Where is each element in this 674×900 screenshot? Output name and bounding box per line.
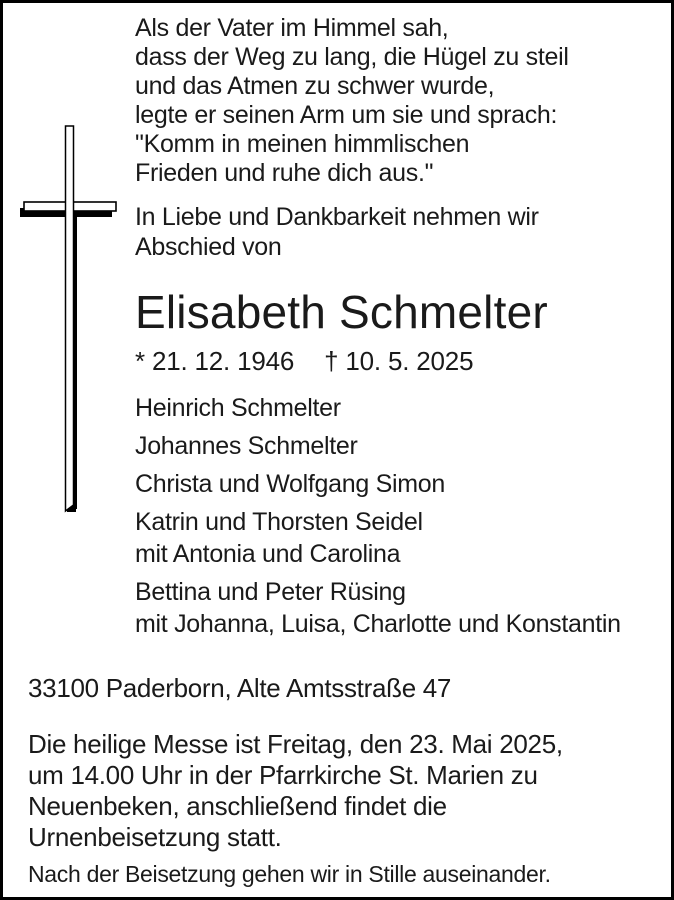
mourner-name: Katrin und Thorsten Seidel	[135, 508, 423, 536]
cross-vertical-beam	[66, 126, 74, 511]
service-line: Die heilige Messe ist Freitag, den 23. Mai 2025,	[28, 729, 563, 759]
mourner-name: Johannes Schmelter	[135, 432, 358, 460]
service-line: um 14.00 Uhr in der Pfarrkirche St. Marien zu	[28, 760, 538, 790]
farewell-intro	[135, 202, 621, 262]
mourners-list	[135, 392, 621, 640]
mourner-group	[135, 430, 621, 462]
poem-line: dass der Weg zu lang, die Hügel zu steil	[135, 43, 569, 71]
mourner-children: mit Johanna, Luisa, Charlotte und Konstantin	[135, 610, 621, 638]
poem-line: "Komm in meinen himmlischen	[135, 130, 470, 158]
poem-line: Frieden und ruhe dich aus."	[135, 159, 434, 187]
main-column	[135, 3, 621, 646]
poem	[135, 14, 621, 188]
service-info	[28, 729, 563, 853]
mourner-name: Bettina und Peter Rüsing	[135, 578, 406, 606]
life-dates	[135, 346, 621, 376]
service-line: Urnenbeisetzung statt.	[28, 822, 282, 852]
deceased-name: Elisabeth Schmelter	[135, 286, 548, 338]
service-line: Neuenbeken, anschließend findet die	[28, 791, 447, 821]
farewell-intro-line: Abschied von	[135, 233, 282, 261]
latin-cross-icon	[11, 121, 123, 521]
mourner-children: mit Antonia und Carolina	[135, 540, 401, 568]
mourner-name: Heinrich Schmelter	[135, 394, 341, 422]
mourner-group	[135, 392, 621, 424]
birth-date: * 21. 12. 1946	[135, 346, 295, 376]
death-date: † 10. 5. 2025	[324, 346, 474, 376]
poem-line: legte er seinen Arm um sie und sprach:	[135, 101, 558, 129]
mourner-group	[135, 576, 621, 640]
poem-line: Als der Vater im Himmel sah,	[135, 14, 449, 42]
poem-line: und das Atmen zu schwer wurde,	[135, 72, 495, 100]
closing-note: Nach der Beisetzung gehen wir in Stille auseinander.	[28, 861, 551, 887]
address: 33100 Paderborn, Alte Amtsstraße 47	[28, 673, 452, 703]
bottom-column	[28, 673, 563, 888]
mourner-group	[135, 506, 621, 570]
mourner-name: Christa und Wolfgang Simon	[135, 470, 445, 498]
farewell-intro-line: In Liebe und Dankbarkeit nehmen wir	[135, 203, 539, 231]
mourner-group	[135, 468, 621, 500]
